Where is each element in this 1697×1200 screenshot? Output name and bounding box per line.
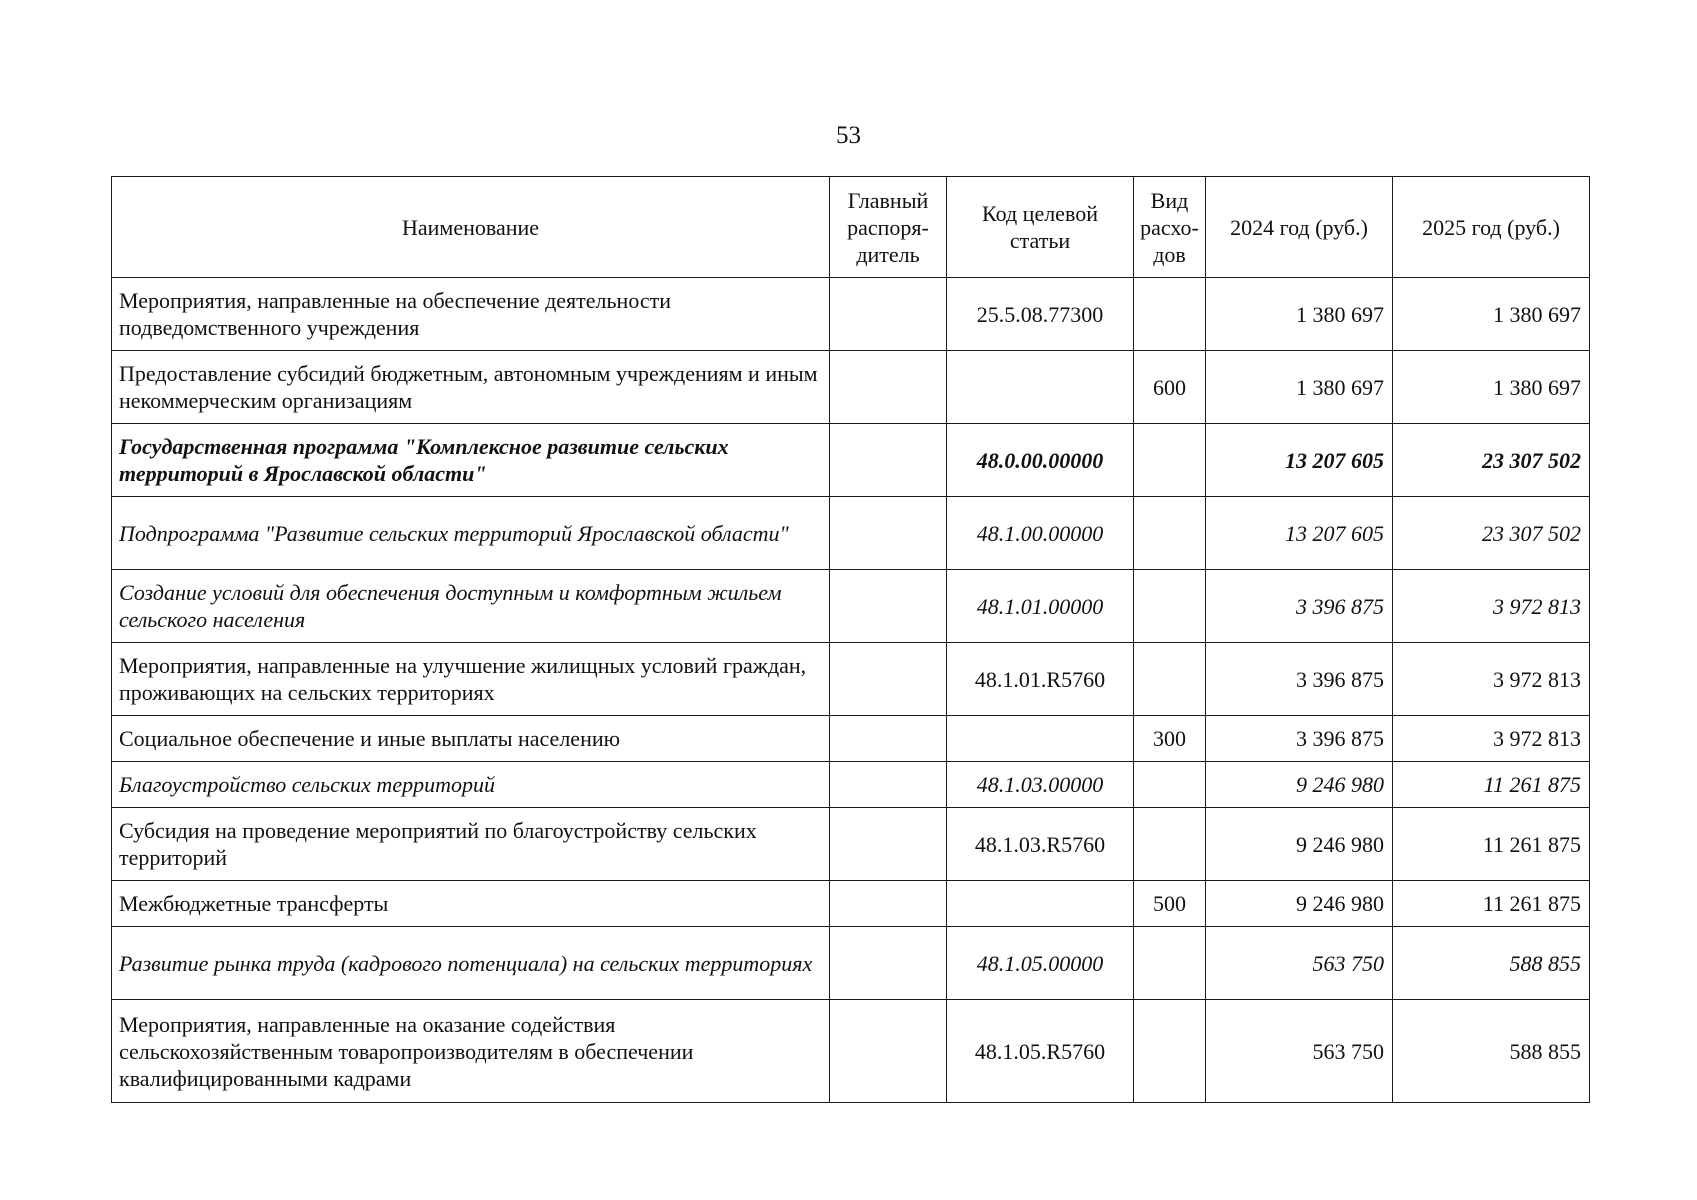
cell-2025: 11 261 875 [1393,762,1590,808]
cell-admin [830,808,947,881]
cell-2025: 588 855 [1393,927,1590,1000]
cell-admin [830,881,947,927]
cell-name: Благоустройство сельских территорий [112,762,830,808]
cell-2024: 9 246 980 [1206,762,1393,808]
cell-type [1134,278,1206,351]
cell-code [947,716,1134,762]
cell-type [1134,424,1206,497]
cell-type [1134,762,1206,808]
table-row [112,278,1590,351]
cell-name: Межбюджетные трансферты [112,881,830,927]
cell-admin [830,1000,947,1103]
cell-code: 48.1.05.R5760 [947,1000,1134,1103]
cell-code: 48.1.05.00000 [947,927,1134,1000]
cell-type [1134,497,1206,570]
cell-admin [830,497,947,570]
cell-admin [830,927,947,1000]
cell-code: 48.1.03.R5760 [947,808,1134,881]
header-type: Вид расхо-дов [1134,177,1206,278]
cell-2024: 1 380 697 [1206,278,1393,351]
cell-2025: 3 972 813 [1393,716,1590,762]
table-row [112,762,1590,808]
cell-admin [830,351,947,424]
cell-admin [830,643,947,716]
cell-type: 500 [1134,881,1206,927]
cell-2024: 13 207 605 [1206,497,1393,570]
cell-name: Мероприятия, направленные на обеспечение деятельности подведомственного учреждения [112,278,830,351]
header-code: Код целевой статьи [947,177,1134,278]
cell-2025: 23 307 502 [1393,424,1590,497]
cell-admin [830,278,947,351]
cell-2024: 563 750 [1206,1000,1393,1103]
table-row [112,643,1590,716]
cell-2025: 588 855 [1393,1000,1590,1103]
table-row [112,497,1590,570]
cell-2024: 563 750 [1206,927,1393,1000]
header-admin: Главный распоря-дитель [830,177,947,278]
cell-type [1134,643,1206,716]
cell-code: 48.1.03.00000 [947,762,1134,808]
cell-2024: 1 380 697 [1206,351,1393,424]
header-2024: 2024 год (руб.) [1206,177,1393,278]
cell-type [1134,927,1206,1000]
cell-name: Мероприятия, направленные на оказание содействия сельскохозяйственным товаропроизводителям в обеспечении квалифицированными кадрами [112,1000,830,1103]
cell-code [947,881,1134,927]
cell-2025: 23 307 502 [1393,497,1590,570]
table-row [112,808,1590,881]
cell-type: 300 [1134,716,1206,762]
cell-code: 48.1.01.R5760 [947,643,1134,716]
cell-name: Субсидия на проведение мероприятий по благоустройству сельских территорий [112,808,830,881]
table-row [112,424,1590,497]
cell-name: Развитие рынка труда (кадрового потенциала) на сельских территориях [112,927,830,1000]
cell-2025: 3 972 813 [1393,570,1590,643]
cell-2025: 11 261 875 [1393,881,1590,927]
cell-code: 25.5.08.77300 [947,278,1134,351]
cell-name: Предоставление субсидий бюджетным, автономным учреждениям и иным некоммерческим организациям [112,351,830,424]
table-body [112,278,1590,1103]
cell-2024: 9 246 980 [1206,881,1393,927]
cell-admin [830,424,947,497]
cell-type [1134,1000,1206,1103]
header-2025: 2025 год (руб.) [1393,177,1590,278]
cell-type: 600 [1134,351,1206,424]
cell-2025: 3 972 813 [1393,643,1590,716]
table-row [112,351,1590,424]
cell-2024: 9 246 980 [1206,808,1393,881]
cell-code: 48.0.00.00000 [947,424,1134,497]
page-number: 53 [836,122,861,149]
cell-code: 48.1.01.00000 [947,570,1134,643]
cell-name: Социальное обеспечение и иные выплаты населению [112,716,830,762]
cell-2024: 3 396 875 [1206,643,1393,716]
cell-name: Мероприятия, направленные на улучшение жилищных условий граждан, проживающих на сельских территориях [112,643,830,716]
header-name: Наименование [112,177,830,278]
table-row [112,881,1590,927]
table-row [112,716,1590,762]
cell-name: Подпрограмма "Развитие сельских территорий Ярославской области" [112,497,830,570]
cell-name: Создание условий для обеспечения доступным и комфортным жильем сельского населения [112,570,830,643]
table-row [112,570,1590,643]
cell-code [947,351,1134,424]
budget-table [111,176,1590,1103]
cell-2025: 11 261 875 [1393,808,1590,881]
cell-2025: 1 380 697 [1393,351,1590,424]
cell-2025: 1 380 697 [1393,278,1590,351]
cell-name: Государственная программа "Комплексное развитие сельских территорий в Ярославской области" [112,424,830,497]
cell-2024: 3 396 875 [1206,570,1393,643]
cell-code: 48.1.00.00000 [947,497,1134,570]
cell-admin [830,716,947,762]
cell-admin [830,762,947,808]
cell-admin [830,570,947,643]
table-header [112,177,1590,278]
cell-type [1134,808,1206,881]
cell-2024: 13 207 605 [1206,424,1393,497]
cell-2024: 3 396 875 [1206,716,1393,762]
table-row [112,927,1590,1000]
cell-type [1134,570,1206,643]
table-row [112,1000,1590,1103]
